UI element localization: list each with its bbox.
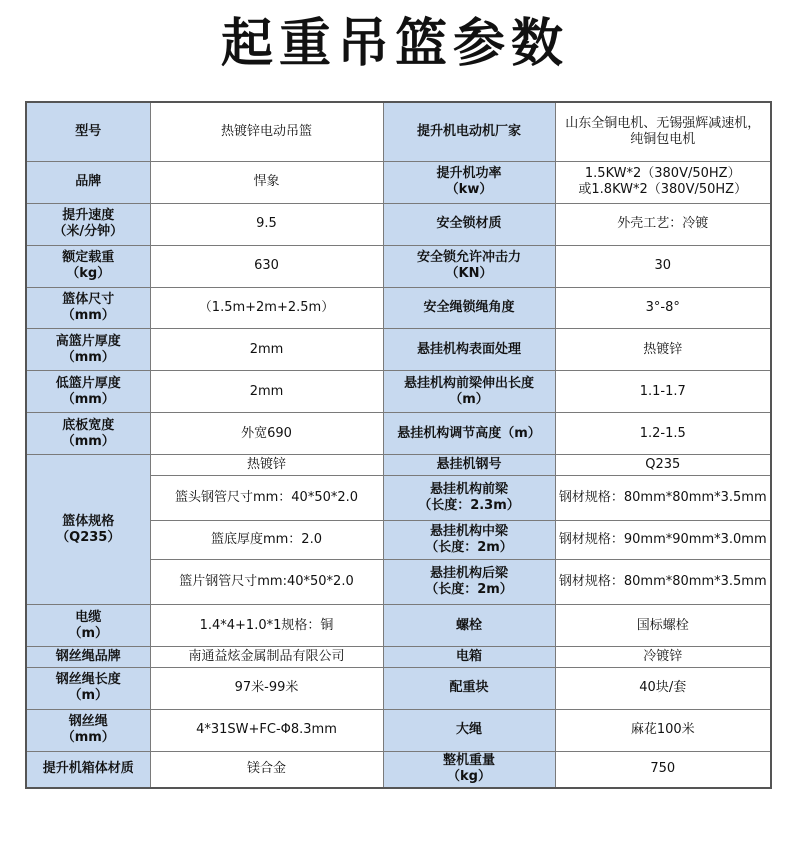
- cell-text: 悬挂机构调节高度（m）: [397, 425, 541, 441]
- param-label: [383, 455, 555, 475]
- param-value: [150, 287, 383, 329]
- param-value: [150, 371, 383, 413]
- cell-text: 钢丝绳品牌: [55, 648, 121, 664]
- cell-text: 提升机电动机厂家: [416, 123, 521, 139]
- cell-text: 南通益炫金属制品有限公司: [188, 648, 345, 664]
- param-value: [555, 475, 771, 520]
- cell-text: 热镀锌电动吊篮: [220, 123, 312, 139]
- param-label: [26, 667, 150, 709]
- param-label: [383, 709, 555, 751]
- param-value: [150, 560, 383, 605]
- cell-text: 冷镀锌: [643, 648, 683, 664]
- param-label: [26, 245, 150, 287]
- cell-text: （KN）: [445, 266, 493, 282]
- page-title: 起重吊篮参数: [220, 14, 569, 74]
- param-label: [383, 329, 555, 371]
- cell-text: 悬挂机构后梁: [429, 566, 508, 582]
- cell-text: 1.2-1.5: [639, 425, 686, 441]
- param-label: [383, 751, 555, 788]
- cell-text: 整机重量: [442, 753, 495, 769]
- cell-text: 钢丝绳: [68, 714, 108, 730]
- cell-text: （mm）: [61, 307, 115, 323]
- cell-text: 外壳工艺：冷镀: [617, 216, 709, 232]
- cell-text: 97米-99米: [234, 680, 299, 696]
- cell-text: 1.4*4+1.0*1规格：铜: [199, 617, 334, 633]
- param-label: [383, 667, 555, 709]
- param-value: [555, 751, 771, 788]
- cell-text: （mm）: [61, 730, 115, 746]
- param-label: [383, 520, 555, 560]
- cell-text: Q235: [645, 456, 681, 472]
- table-row: [26, 605, 771, 647]
- cell-text: 低篮片厚度: [55, 375, 121, 391]
- table-row: [26, 102, 771, 161]
- param-value: [555, 520, 771, 560]
- param-label: [26, 161, 150, 203]
- param-value: [150, 455, 383, 475]
- cell-text: 安全锁允许冲击力: [416, 250, 521, 266]
- cell-text: （长度：2.3m）: [418, 497, 520, 513]
- param-label: [383, 203, 555, 245]
- cell-text: （Q235）: [56, 529, 121, 545]
- cell-text: 或1.8KW*2（380V/50HZ）: [578, 182, 748, 198]
- param-value: [555, 102, 771, 161]
- table-row: [26, 245, 771, 287]
- table-row: [26, 667, 771, 709]
- param-value: [150, 605, 383, 647]
- cell-text: 额定载重: [62, 250, 115, 266]
- param-value: [555, 413, 771, 455]
- param-label: [383, 161, 555, 203]
- cell-text: 篮底厚度mm：2.0: [210, 531, 322, 547]
- cell-text: 9.5: [256, 216, 277, 232]
- cell-text: 提升机箱体材质: [42, 761, 134, 777]
- cell-text: （m）: [68, 688, 109, 704]
- cell-text: 高篮片厚度: [55, 333, 121, 349]
- cell-text: 悬挂机构表面处理: [416, 341, 521, 357]
- param-value: [150, 647, 383, 667]
- cell-text: 1.1-1.7: [639, 383, 686, 399]
- cell-text: 大绳: [455, 722, 482, 738]
- param-value: [150, 245, 383, 287]
- param-value: [555, 605, 771, 647]
- param-value: [555, 245, 771, 287]
- param-label: [26, 329, 150, 371]
- cell-text: （mm）: [61, 433, 115, 449]
- table-row: [26, 709, 771, 751]
- cell-text: 3°-8°: [645, 299, 680, 315]
- cell-text: 纯铜包电机: [630, 131, 696, 147]
- group-label: [26, 455, 150, 605]
- spec-table: [25, 101, 772, 789]
- cell-text: 1.5KW*2（380V/50HZ）: [584, 166, 741, 182]
- cell-text: 630: [254, 258, 279, 274]
- cell-text: 安全锁材质: [436, 216, 502, 232]
- param-value: [150, 475, 383, 520]
- param-value: [555, 667, 771, 709]
- param-label: [383, 287, 555, 329]
- cell-text: （kg）: [447, 769, 491, 785]
- param-value: [150, 709, 383, 751]
- param-value: [150, 520, 383, 560]
- cell-text: 热镀锌: [246, 456, 286, 472]
- cell-text: 2mm: [249, 383, 284, 399]
- param-label: [383, 560, 555, 605]
- cell-text: 悍象: [253, 174, 280, 190]
- param-label: [26, 709, 150, 751]
- spec-table-body: [26, 102, 771, 788]
- cell-text: 底板宽度: [62, 417, 115, 433]
- cell-text: （kw）: [445, 182, 493, 198]
- cell-text: 悬挂机构前梁伸出长度: [403, 375, 534, 391]
- param-value: [555, 161, 771, 203]
- param-label: [383, 371, 555, 413]
- cell-text: 国标螺栓: [636, 617, 689, 633]
- cell-text: 钢丝绳长度: [55, 672, 121, 688]
- cell-text: （m）: [68, 625, 109, 641]
- cell-text: 钢材规格：90mm*90mm*3.0mm: [558, 531, 767, 547]
- param-value: [555, 647, 771, 667]
- cell-text: （米/分钟）: [53, 224, 124, 240]
- param-value: [555, 371, 771, 413]
- table-row: [26, 161, 771, 203]
- param-value: [150, 667, 383, 709]
- cell-text: 悬挂机构前梁: [429, 481, 508, 497]
- param-label: [26, 102, 150, 161]
- cell-text: 提升速度: [62, 208, 115, 224]
- cell-text: 型号: [75, 123, 102, 139]
- cell-text: （mm）: [61, 349, 115, 365]
- cell-text: （mm）: [61, 391, 115, 407]
- cell-text: 2mm: [249, 341, 284, 357]
- param-value: [555, 709, 771, 751]
- cell-text: 螺栓: [455, 617, 482, 633]
- param-label: [383, 605, 555, 647]
- param-value: [150, 161, 383, 203]
- param-value: [555, 287, 771, 329]
- cell-text: （m）: [449, 391, 489, 407]
- cell-text: 40块/套: [639, 680, 687, 696]
- table-row: [26, 287, 771, 329]
- param-label: [383, 647, 555, 667]
- param-label: [26, 287, 150, 329]
- table-row: [26, 455, 771, 475]
- cell-text: 篮片钢管尺寸mm:40*50*2.0: [179, 574, 354, 590]
- cell-text: 钢材规格：80mm*80mm*3.5mm: [558, 489, 767, 505]
- param-value: [150, 329, 383, 371]
- cell-text: 篮体尺寸: [62, 291, 115, 307]
- param-label: [26, 413, 150, 455]
- cell-text: 750: [650, 761, 676, 777]
- cell-text: 山东全铜电机、无锡强辉减速机，: [565, 115, 761, 131]
- cell-text: （长度：2m）: [425, 539, 513, 555]
- cell-text: 篮体规格: [62, 513, 115, 529]
- cell-text: 麻花100米: [630, 722, 695, 738]
- table-row: [26, 203, 771, 245]
- table-row: [26, 371, 771, 413]
- cell-text: 钢材规格：80mm*80mm*3.5mm: [558, 574, 767, 590]
- param-label: [383, 475, 555, 520]
- cell-text: 热镀锌: [643, 341, 683, 357]
- param-label: [26, 751, 150, 788]
- param-label: [383, 245, 555, 287]
- param-label: [26, 605, 150, 647]
- table-row: [26, 751, 771, 788]
- cell-text: （kg）: [66, 266, 111, 282]
- cell-text: 配重块: [449, 680, 489, 696]
- param-value: [150, 102, 383, 161]
- param-value: [150, 751, 383, 788]
- cell-text: 悬挂机钢号: [436, 456, 502, 472]
- param-value: [555, 203, 771, 245]
- cell-text: 30: [654, 258, 672, 274]
- cell-text: 外宽690: [241, 425, 292, 441]
- cell-text: 悬挂机构中梁: [429, 523, 508, 539]
- param-value: [555, 329, 771, 371]
- param-value: [555, 560, 771, 605]
- cell-text: 品牌: [75, 174, 102, 190]
- cell-text: （长度：2m）: [425, 582, 513, 598]
- cell-text: 电箱: [455, 648, 482, 664]
- param-label: [383, 102, 555, 161]
- table-row: [26, 413, 771, 455]
- param-label: [26, 647, 150, 667]
- cell-text: 镁合金: [246, 761, 286, 777]
- param-value: [555, 455, 771, 475]
- table-row: [26, 647, 771, 667]
- param-value: [150, 203, 383, 245]
- cell-text: 安全绳锁绳角度: [423, 299, 515, 315]
- cell-text: 提升机功率: [436, 166, 502, 182]
- table-row: [26, 329, 771, 371]
- param-label: [26, 371, 150, 413]
- param-label: [383, 413, 555, 455]
- cell-text: 电缆: [75, 609, 102, 625]
- cell-text: （1.5m+2m+2.5m）: [198, 299, 335, 315]
- cell-text: 篮头钢管尺寸mm：40*50*2.0: [174, 489, 359, 505]
- cell-text: 4*31SW+FC-Φ8.3mm: [196, 722, 337, 738]
- param-label: [26, 203, 150, 245]
- param-value: [150, 413, 383, 455]
